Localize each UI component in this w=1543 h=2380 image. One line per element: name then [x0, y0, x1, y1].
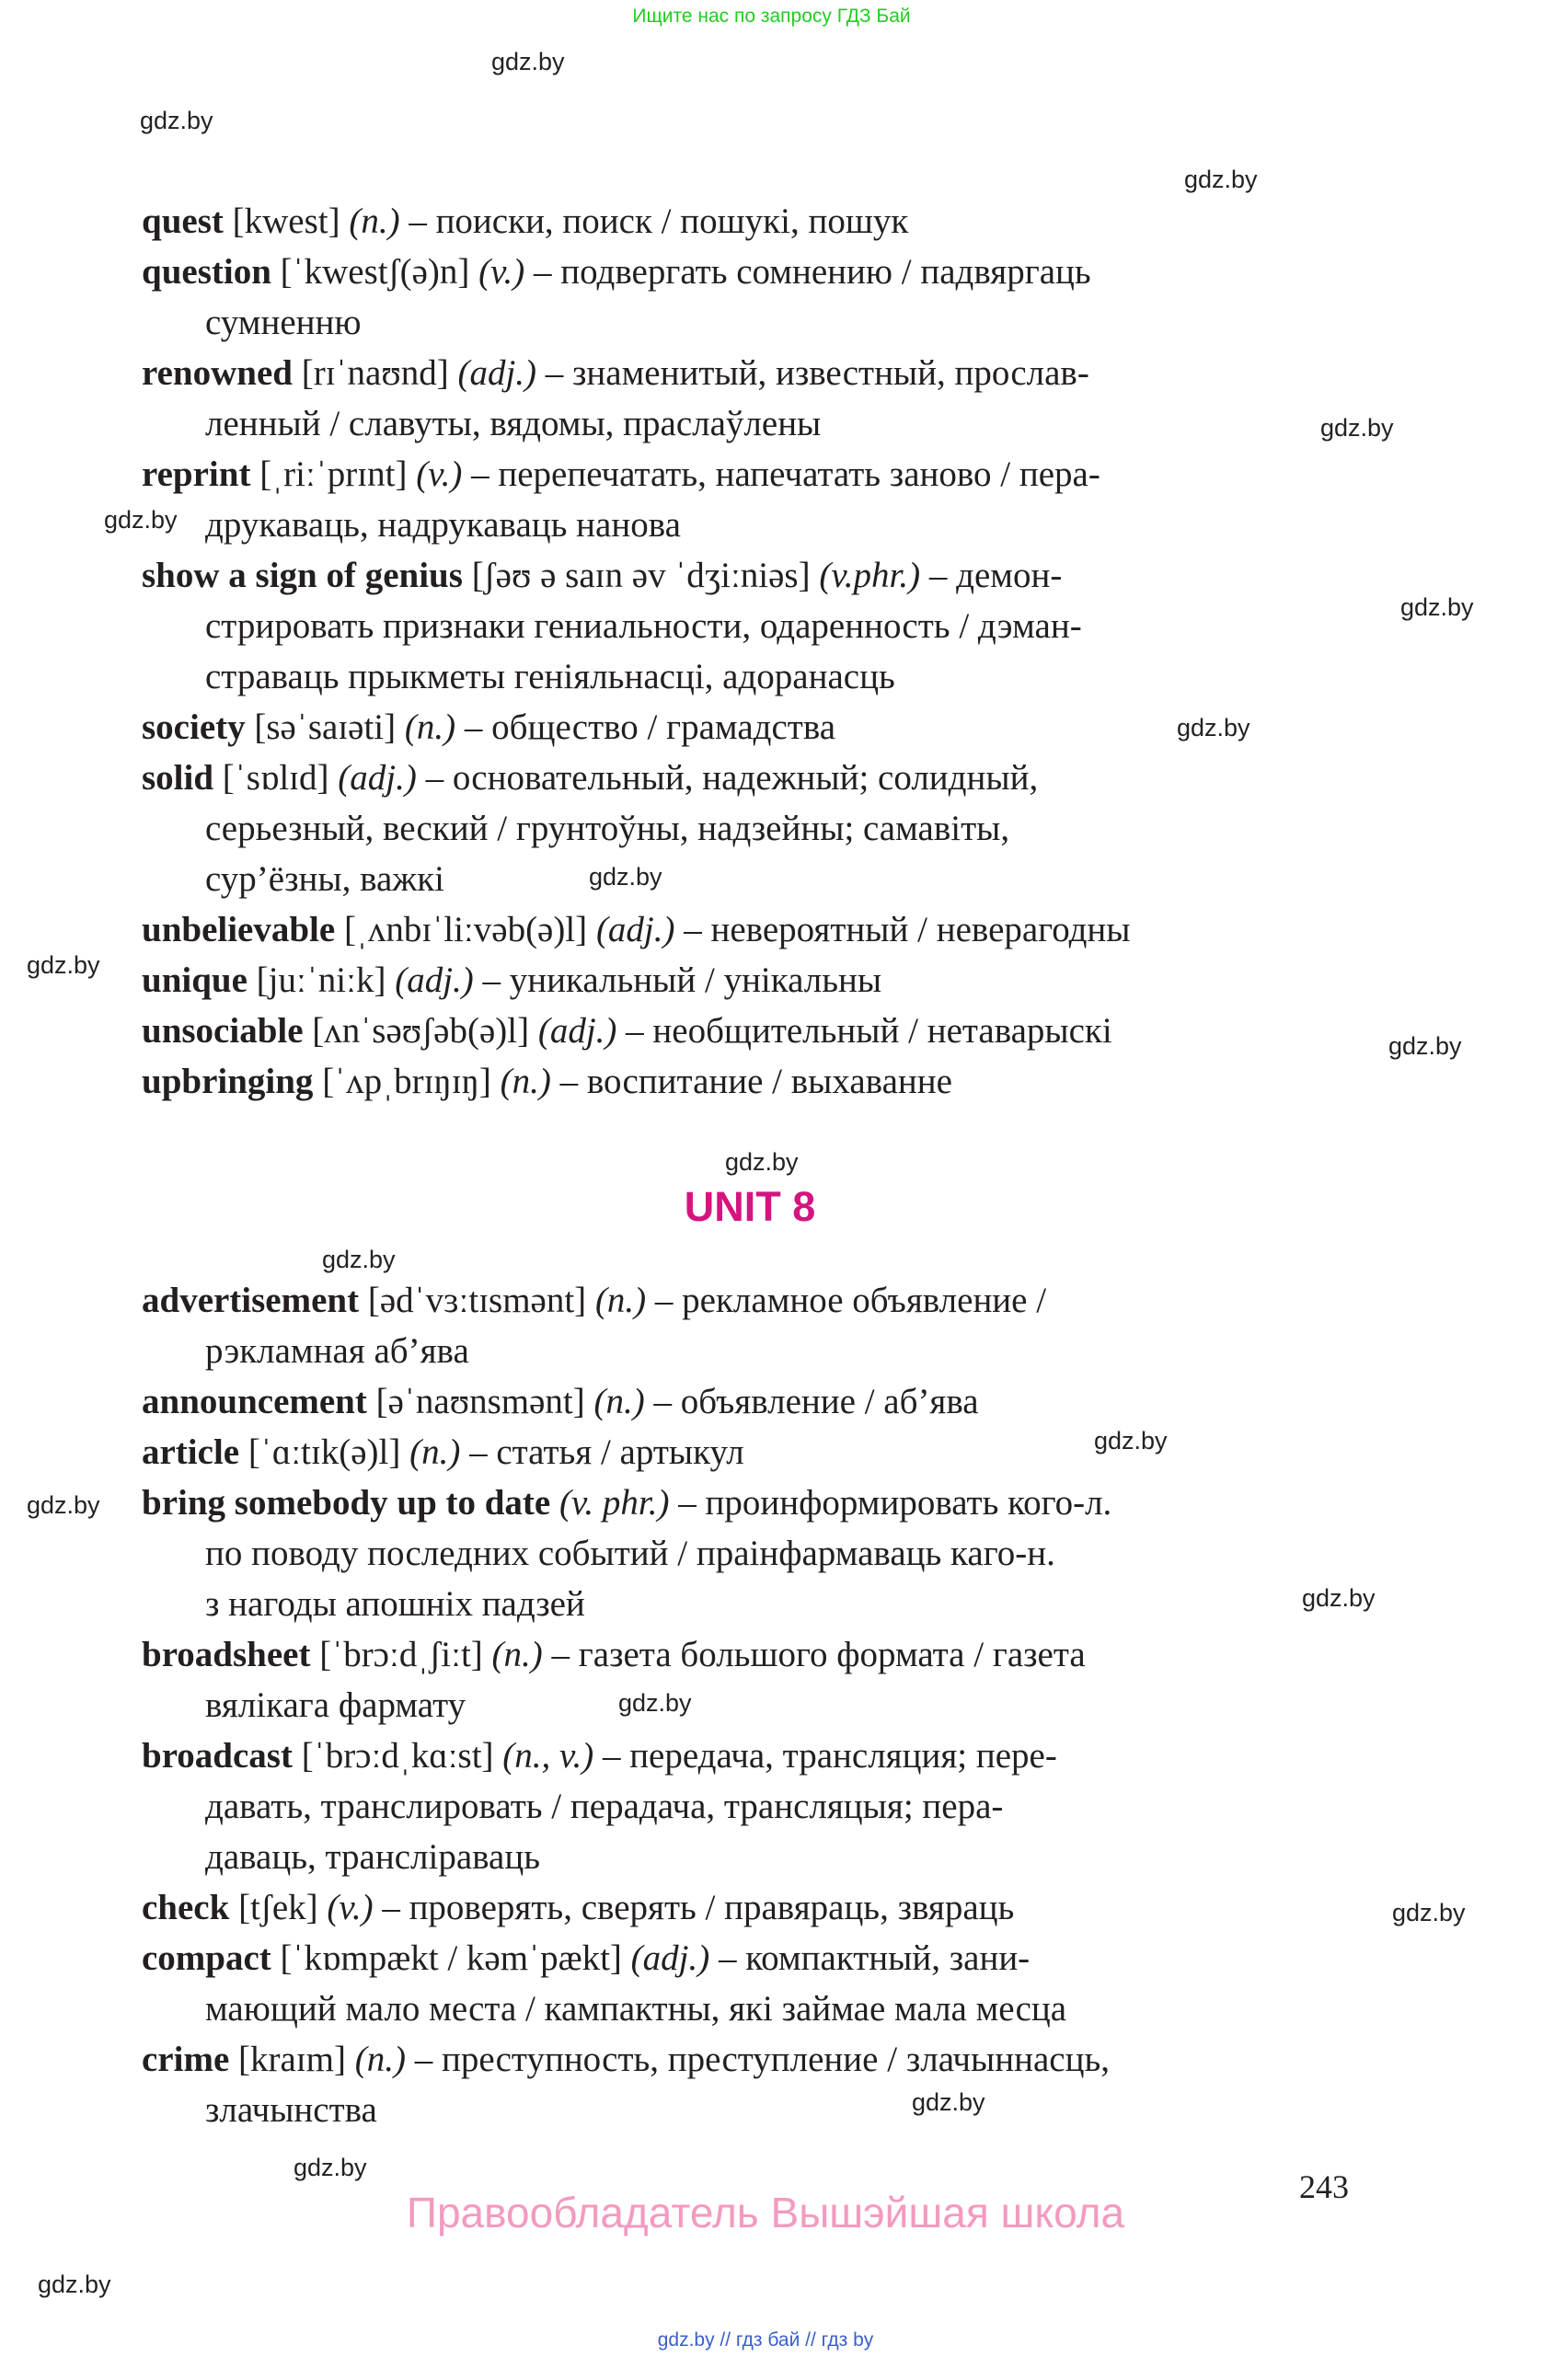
watermark: gdz.by [589, 863, 662, 891]
watermark: gdz.by [1094, 1427, 1168, 1454]
footer-links[interactable]: gdz.by // гдз бай // гдз by [657, 2329, 874, 2351]
unit-heading: UNIT 8 [684, 1183, 816, 1230]
definition-continuation: давать, транслировать / перадача, трансляцыя; пера- [205, 1787, 1004, 1826]
watermark: gdz.by [27, 1491, 100, 1519]
part-of-speech: (n.) [349, 201, 400, 241]
part-of-speech: (adj.) [537, 1011, 617, 1051]
entry-first-line [142, 1427, 1365, 1477]
pronunciation: [ˈɑːtɪk(ə)l] [248, 1432, 401, 1472]
glossary-entry [142, 196, 1365, 247]
headword: broadsheet [142, 1635, 311, 1674]
search-hint-banner: Ищите нас по запросу ГДЗ Бай [632, 6, 911, 27]
pronunciation: [kwest] [232, 201, 340, 241]
entry-first-line [142, 955, 1365, 1006]
headword: renowned [142, 353, 293, 393]
definition-continuation: сумненню [205, 303, 362, 342]
entry-first-line [142, 1275, 1365, 1326]
glossary-entry [142, 1629, 1365, 1730]
part-of-speech: (v.) [478, 252, 525, 292]
watermark: gdz.by [618, 1689, 692, 1717]
glossary-entry [142, 1427, 1365, 1477]
part-of-speech: (adj.) [630, 1938, 710, 1978]
definition-continuation: рэкламная аб’ява [205, 1331, 469, 1371]
entry-first-line [142, 904, 1365, 955]
part-of-speech: (adj.) [457, 353, 537, 393]
part-of-speech: (adj.) [338, 758, 417, 798]
definition: – передача, трансляция; пере- [602, 1736, 1057, 1776]
definition-continuation: стрировать признаки гениальности, одаренность / дэман- [205, 606, 1082, 646]
definition-continuation: страваць прыкметы геніяльнасці, адоранасць [205, 657, 895, 696]
watermark: gdz.by [322, 1246, 396, 1273]
part-of-speech: (n.) [593, 1382, 645, 1421]
definition: – основательный, надежный; солидный, [425, 758, 1039, 798]
watermark: gdz.by [27, 951, 100, 979]
definition: – необщительный / нетаварыскі [626, 1011, 1112, 1051]
pronunciation: [ˈsɒlɪd] [222, 758, 329, 798]
glossary-entry [142, 1477, 1365, 1629]
watermark: gdz.by [1320, 414, 1394, 442]
entry-first-line [142, 1629, 1365, 1680]
definition: – объявление / аб’ява [653, 1382, 979, 1421]
definition: – газета большого формата / газета [551, 1635, 1086, 1674]
headword: compact [142, 1938, 271, 1978]
headword: reprint [142, 454, 251, 494]
copyright-notice: Правообладатель Вышэйшая школа [406, 2189, 1125, 2236]
definition-continuation: даваць, трансліраваць [205, 1837, 541, 1877]
pronunciation: [səˈsaɪəti] [254, 707, 397, 747]
glossary-section-unit8 [142, 1275, 1365, 2135]
watermark: gdz.by [1400, 593, 1474, 621]
definition: – поиски, поиск / пошукі, пошук [409, 201, 909, 241]
definition: – демон- [928, 556, 1063, 595]
glossary-entry [142, 550, 1365, 702]
headword: solid [142, 758, 214, 798]
headword: question [142, 252, 271, 292]
pronunciation: [ʌnˈsəʊʃəb(ə)l] [312, 1011, 530, 1051]
pronunciation: [əˈnaʊnsmənt] [375, 1382, 585, 1421]
definition: – знаменитый, известный, прослав- [545, 353, 1089, 393]
part-of-speech: (v. phr.) [558, 1483, 670, 1523]
headword: announcement [142, 1382, 367, 1421]
entry-first-line [142, 2034, 1365, 2085]
entry-first-line [142, 1477, 1365, 1528]
part-of-speech: (n., v.) [502, 1736, 594, 1776]
watermark: gdz.by [140, 107, 213, 134]
headword: bring somebody up to date [142, 1483, 551, 1523]
part-of-speech: (v.) [327, 1888, 374, 1927]
definition-continuation: злачынства [205, 2090, 377, 2130]
watermark: gdz.by [491, 48, 565, 75]
part-of-speech: (n.) [500, 1062, 551, 1101]
definition-continuation: друкаваць, надрукаваць нанова [205, 505, 681, 545]
page-number: 243 [1299, 2168, 1349, 2205]
pronunciation: [ˈkwestʃ(ə)n] [280, 252, 470, 292]
entry-first-line [142, 1056, 1365, 1107]
watermark: gdz.by [1177, 714, 1250, 742]
headword: unsociable [142, 1011, 304, 1051]
glossary-entry [142, 1006, 1365, 1056]
definition: – воспитание / выхаванне [559, 1062, 952, 1101]
entry-first-line [142, 1933, 1365, 1983]
glossary-section-unit7 [142, 196, 1365, 1107]
pronunciation: [ʃəʊ ə saɪn əv ˈdʒiːniəs] [471, 556, 811, 595]
headword: quest [142, 201, 224, 241]
watermark: gdz.by [912, 2088, 985, 2116]
part-of-speech: (n.) [354, 2040, 406, 2079]
entry-first-line [142, 1730, 1365, 1781]
definition: – подвергать сомнению / падвяргаць [534, 252, 1091, 292]
watermark: gdz.by [38, 2271, 111, 2298]
watermark: gdz.by [725, 1148, 799, 1176]
part-of-speech: (n.) [404, 707, 456, 747]
watermark: gdz.by [1392, 1899, 1466, 1926]
entry-first-line [142, 1376, 1365, 1427]
headword: broadcast [142, 1736, 293, 1776]
pronunciation: [ədˈvɜːtɪsmənt] [367, 1281, 587, 1320]
headword: unbelievable [142, 910, 336, 949]
definition: – рекламное объявление / [654, 1281, 1047, 1320]
watermark: gdz.by [1184, 166, 1258, 193]
watermark: gdz.by [104, 506, 178, 534]
definition: – преступность, преступление / злачыннасць, [414, 2040, 1111, 2079]
definition: – невероятный / неверагодны [684, 910, 1131, 949]
glossary-entry [142, 1882, 1365, 1933]
pronunciation: [ˈbrɔːdˌʃiːt] [319, 1635, 483, 1674]
definition-continuation: мающий мало места / кампактны, які займае мала месца [205, 1989, 1067, 2029]
definition: – общество / грамадства [464, 707, 836, 747]
definition: – перепечатать, напечатать заново / пера- [471, 454, 1100, 494]
entry-first-line [142, 348, 1365, 398]
watermark: gdz.by [1388, 1032, 1462, 1060]
part-of-speech: (n.) [594, 1281, 647, 1320]
headword: upbringing [142, 1062, 314, 1101]
part-of-speech: (adj.) [595, 910, 675, 949]
entry-first-line [142, 1882, 1365, 1933]
part-of-speech: (v.phr.) [819, 556, 921, 595]
glossary-entry [142, 1730, 1365, 1882]
definition-continuation: по поводу последних событий / праінфармаваць каго-н. [205, 1534, 1055, 1573]
entry-first-line [142, 247, 1365, 297]
watermark: gdz.by [294, 2154, 367, 2181]
pronunciation: [ˈʌpˌbrɪŋɪŋ] [322, 1062, 491, 1101]
glossary-entry [142, 753, 1365, 904]
glossary-entry [142, 1056, 1365, 1107]
definition-continuation: ленный / славуты, вядомы, праслаўлены [205, 404, 822, 443]
entry-first-line [142, 550, 1365, 601]
definition: – компактный, зани- [718, 1938, 1031, 1978]
glossary-entry [142, 1376, 1365, 1427]
headword: show a sign of genius [142, 556, 463, 595]
headword: article [142, 1432, 240, 1472]
pronunciation: [ˌʌnbɪˈliːvəb(ə)l] [343, 910, 588, 949]
part-of-speech: (adj.) [395, 960, 474, 1000]
part-of-speech: (n.) [491, 1635, 543, 1674]
glossary-entry [142, 1275, 1365, 1376]
glossary-entry [142, 449, 1365, 550]
watermark: gdz.by [1302, 1584, 1376, 1612]
glossary-entry [142, 247, 1365, 348]
pronunciation: [tʃek] [238, 1888, 318, 1927]
pronunciation: [rɪˈnaʊnd] [301, 353, 449, 393]
definition-continuation: серьезный, веский / грунтоўны, надзейны; самавіты, [205, 809, 1010, 848]
definition-continuation: вялікага фармату [205, 1685, 466, 1725]
glossary-entry [142, 1933, 1365, 2034]
entry-first-line [142, 1006, 1365, 1056]
part-of-speech: (n.) [409, 1432, 461, 1472]
glossary-entry [142, 348, 1365, 449]
headword: crime [142, 2040, 230, 2079]
headword: check [142, 1888, 230, 1927]
pronunciation: [ˌriːˈprɪnt] [259, 454, 408, 494]
headword: advertisement [142, 1281, 360, 1320]
definition: – проверять, сверять / правяраць, звяраць [382, 1888, 1015, 1927]
glossary-entry [142, 904, 1365, 955]
entry-first-line [142, 196, 1365, 247]
pronunciation: [juːˈniːk] [256, 960, 386, 1000]
pronunciation: [ˈbrɔːdˌkɑːst] [301, 1736, 494, 1776]
definition: – уникальный / унікальны [482, 960, 882, 1000]
entry-first-line [142, 449, 1365, 500]
part-of-speech: (v.) [416, 454, 463, 494]
definition-continuation: сур’ёзны, важкі [205, 859, 445, 899]
headword: society [142, 707, 246, 747]
pronunciation: [ˈkɒmpækt / kəmˈpækt] [280, 1938, 622, 1978]
pronunciation: [kraɪm] [238, 2040, 346, 2079]
definition-continuation: з нагоды апошніх падзей [205, 1584, 585, 1624]
entry-first-line [142, 702, 1365, 753]
glossary-entry [142, 2034, 1365, 2135]
entry-first-line [142, 753, 1365, 803]
glossary-entry [142, 702, 1365, 753]
glossary-entry [142, 955, 1365, 1006]
definition: – проинформировать кого-л. [678, 1483, 1112, 1523]
headword: unique [142, 960, 248, 1000]
definition: – статья / артыкул [469, 1432, 744, 1472]
